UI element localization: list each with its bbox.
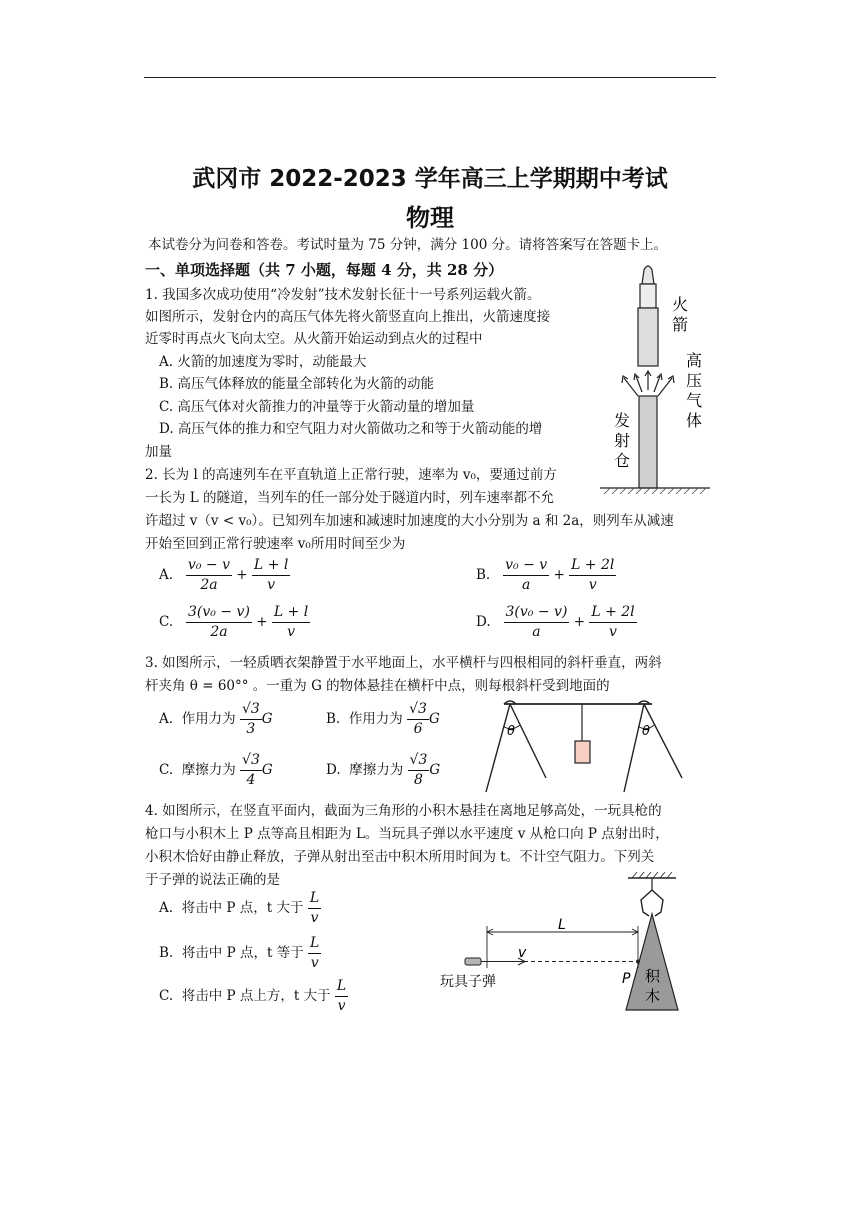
exam-intro: 本试卷分为问卷和答卷。考试时量为 75 分钟，满分 100 分。请将答案写在答题卡上。 bbox=[148, 237, 668, 253]
q1-line-1: 1. 我国多次成功使用“冷发射”技术发射长征十一号系列运载火箭。 bbox=[145, 287, 541, 303]
hanging-weight bbox=[575, 741, 590, 763]
ground-hatch bbox=[604, 488, 706, 494]
q1-option-d-cont: 加量 bbox=[145, 444, 172, 460]
rocket-nose bbox=[642, 266, 654, 284]
launch-silo bbox=[639, 396, 657, 488]
q2-line-2: 一长为 L 的隧道，当列车的任一部分处于隧道内时，列车速率都不允 bbox=[145, 490, 555, 506]
theta-right-label: θ bbox=[642, 724, 650, 739]
q3-option-a: A. 作用力为 $\frac{√3}{3}$ G bbox=[159, 701, 273, 737]
q1-option-c: C. 高压气体对火箭推力的冲量等于火箭动量的增加量 bbox=[159, 399, 475, 415]
rocket-body bbox=[638, 308, 658, 366]
exam-title: 武冈市 2022-2023 学年高三上学期期中考试 bbox=[192, 166, 668, 192]
q3-option-d: D. 摩擦力为 $\frac{√3}{8}$ G bbox=[326, 752, 441, 788]
point-p-label: P bbox=[622, 971, 631, 987]
toy-bullet bbox=[465, 958, 481, 965]
rocket-upper-stage bbox=[640, 284, 656, 308]
distance-label: L bbox=[558, 917, 566, 933]
q4-option-b: B. 将击中 P 点，t 等于 $\frac{L}{v}$ bbox=[159, 935, 320, 971]
right-leg-1 bbox=[624, 704, 644, 792]
subject-title: 物理 bbox=[406, 204, 454, 232]
rocket-launch-figure bbox=[600, 262, 712, 494]
q3-option-b: B. 作用力为 $\frac{√3}{6}$ G bbox=[326, 701, 440, 737]
q3-line-2: 杆夹角 θ = 60°° 。一重为 G 的物体悬挂在横杆中点，则每根斜杆受到地面的 bbox=[145, 678, 610, 694]
velocity-label: v bbox=[518, 945, 527, 961]
q2-line-4: 开始至回到正常行驶速率 v₀所用时间至少为 bbox=[145, 536, 406, 552]
bullet-block-figure bbox=[432, 872, 704, 1022]
header-rule bbox=[144, 77, 716, 78]
right-leg-2 bbox=[644, 704, 682, 778]
q2-option-a: A. $\frac{\text{v₀ − v}}{2a}$ + $\frac{L + l}{v}$ bbox=[159, 557, 289, 593]
q1-option-d: D. 高压气体的推力和空气阻力对火箭做功之和等于火箭动能的增 bbox=[159, 421, 543, 437]
silo-label: 发射仓 bbox=[614, 411, 631, 470]
block-label-1: 积 bbox=[645, 967, 661, 985]
q1-option-b: B. 高压气体释放的能量全部转化为火箭的动能 bbox=[159, 376, 435, 392]
q4-line-3: 小积木恰好由静止释放，子弹从射出至击中积木所用时间为 t。不计空气阻力。下列关 bbox=[145, 849, 655, 865]
gas-label: 高压气体 bbox=[686, 351, 703, 430]
q2-option-c: C. $\frac{\text{3(v₀ − v)}}{2a}$ + $\frac{L + l}{v}$ bbox=[159, 604, 309, 640]
q1-line-2: 如图所示，发射仓内的高压气体先将火箭竖直向上推出，火箭速度接 bbox=[145, 309, 550, 325]
theta-left-label: θ bbox=[507, 724, 515, 739]
section-heading: 一、单项选择题（共 7 小题，每题 4 分，共 28 分） bbox=[145, 261, 504, 279]
q2-option-b: B. $\frac{\text{v₀ − v}}{a}$ + $\frac{L + 2l}{v}$ bbox=[476, 557, 615, 593]
q2-option-d: D. $\frac{\text{3(v₀ − v)}}{a}$ + $\frac{L + 2l}{v}$ bbox=[476, 604, 635, 640]
q3-option-c: C. 摩擦力为 $\frac{√3}{4}$ G bbox=[159, 752, 273, 788]
drying-rack-figure bbox=[478, 694, 690, 796]
q2-line-1: 2. 长为 l 的高速列车在平直轨道上正常行驶，速率为 v₀，要通过前方 bbox=[145, 467, 557, 483]
bullet-label: 玩具子弹 bbox=[440, 974, 496, 990]
q3-line-1: 3. 如图所示，一轻质晒衣架静置于水平地面上，水平横杆与四根相同的斜杆垂直，两斜 bbox=[145, 655, 662, 671]
rocket-label: 火箭 bbox=[672, 295, 689, 334]
q4-option-c: C. 将击中 P 点上方，t 大于 $\frac{L}{v}$ bbox=[159, 978, 347, 1014]
q1-line-3: 近零时再点火飞向太空。从火箭开始运动到点火的过程中 bbox=[145, 331, 483, 347]
q4-line-4: 于子弹的说法正确的是 bbox=[145, 872, 280, 888]
q2-line-3: 许超过 v（v < v₀）。已知列车加速和减速时加速度的大小分别为 a 和 2a，则列车从减速 bbox=[145, 513, 674, 529]
block-label-2: 木 bbox=[645, 987, 661, 1005]
left-leg-1 bbox=[486, 704, 510, 792]
q4-line-1: 4. 如图所示，在竖直平面内，截面为三角形的小积木悬挂在离地足够高处，一玩具枪的 bbox=[145, 803, 662, 819]
left-leg-2 bbox=[510, 704, 546, 778]
q4-option-a: A. 将击中 P 点，t 大于 $\frac{L}{v}$ bbox=[159, 890, 320, 926]
q1-option-a: A. 火箭的加速度为零时，动能最大 bbox=[159, 354, 367, 370]
point-p bbox=[636, 960, 640, 964]
gas-arrows bbox=[622, 371, 674, 396]
q4-line-2: 枪口与小积木上 P 点等高且相距为 L。当玩具子弹以水平速度 v 从枪口向 P 点射出时， bbox=[145, 826, 669, 842]
